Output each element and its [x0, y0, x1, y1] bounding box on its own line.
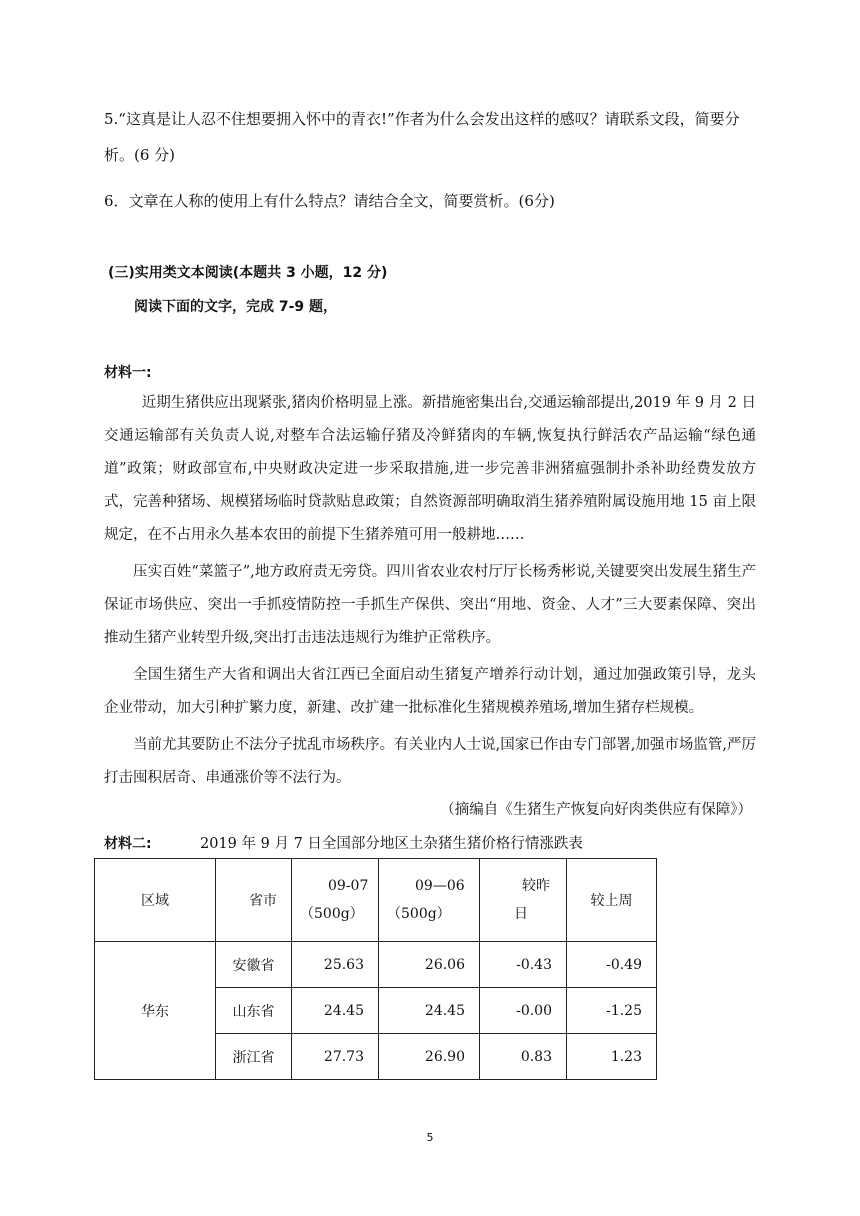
header-date-0906 — [379, 859, 480, 942]
material-1-paragraph-4: 当前尤其要防止不法分子扰乱市场秩序。有关业内人士说,国家已作由专门部署,加强市场监管,严厉打击囤积居奇、串通涨价等不法行为。 — [104, 737, 756, 786]
material-1-source: （摘编自《生猪生产恢复向好肉类供应有保障》） — [440, 802, 752, 818]
header-date-0907-label: 09-07 — [328, 878, 369, 894]
table-row — [95, 942, 657, 988]
header-vs-yesterday-line-1: 较昨 — [522, 878, 550, 894]
price-0906-cell: 24.45 — [379, 988, 480, 1034]
question-6: 6．文章在人称的使用上有什么特点？请结合全文，简要赏析。(6分) — [104, 192, 555, 210]
table-header-row — [95, 859, 657, 942]
header-date-0906-label: 09—06 — [415, 878, 465, 894]
material-2-table-title: 2019 年 9 月 7 日全国部分地区土杂猪生猪价格行情涨跌表 — [200, 836, 583, 852]
header-province: 省市 — [216, 859, 292, 942]
change-week-cell: -1.25 — [567, 988, 657, 1034]
change-day-cell: -0.43 — [480, 942, 567, 988]
header-vs-yesterday — [480, 859, 567, 942]
change-day-cell: 0.83 — [480, 1034, 567, 1080]
page-number: 5 — [426, 1131, 434, 1144]
price-table — [94, 858, 657, 1080]
change-week-cell: -0.49 — [567, 942, 657, 988]
material-1-paragraph-1: 近期生猪供应出现紧张,猪肉价格明显上涨。新措施密集出台,交通运输部提出,2019 年 9 月 2 日交通运输部有关负责人说,对整车合法运输仔猪及冷鲜猪肉的车辆,恢复执行鲜活农产品运输“绿色通道”政策；财政部宣布,中央财政决定进一步采取措施,进一步完善非洲猪瘟强制扑杀补助经费发放方式，完善种猪场、规模猪场临时贷款贴息政策；自然资源部明确取消生猪养殖附属设施用地 15 亩上限规定，在不占用永久基本农田的前提下生猪养殖可用一般耕地…… — [104, 395, 756, 543]
price-0907-cell: 25.63 — [292, 942, 379, 988]
province-cell: 安徽省 — [216, 942, 292, 988]
change-week-cell: 1.23 — [567, 1034, 657, 1080]
price-0907-cell: 27.73 — [292, 1034, 379, 1080]
header-date-0907 — [292, 859, 379, 942]
header-date-0906-unit: （500g） — [387, 906, 451, 922]
province-cell: 山东省 — [216, 988, 292, 1034]
section-instruction: 阅读下面的文字，完成 7-9 题， — [134, 299, 338, 315]
price-0906-cell: 26.90 — [379, 1034, 480, 1080]
price-0906-cell: 26.06 — [379, 942, 480, 988]
header-vs-last-week: 较上周 — [567, 859, 657, 942]
header-date-0907-unit: （500g） — [300, 906, 364, 922]
question-5-line-1: 5.“这真是让人忍不住想要拥入怀中的青衣!”作者为什么会发出这样的感叹？请联系文段，简要分 — [104, 110, 740, 128]
section-heading: (三)实用类文本阅读(本题共 3 小题，12 分) — [108, 265, 388, 281]
change-day-cell: -0.00 — [480, 988, 567, 1034]
price-0907-cell: 24.45 — [292, 988, 379, 1034]
header-vs-yesterday-line-2: 日 — [514, 906, 528, 922]
material-2-label: 材料二: — [104, 836, 152, 852]
province-cell: 浙江省 — [216, 1034, 292, 1080]
material-1-label: 材料一: — [104, 365, 152, 381]
material-1-paragraph-2: 压实百姓“菜篮子”,地方政府责无旁贷。四川省农业农村厅厅长杨秀彬说,关键要突出发展生猪生产保证市场供应、突出一手抓疫情防控一手抓生产保供、突出“用地、资金、人才”三大要素保障、突出推动生猪产业转型升级,突出打击违法违规行为维护正常秩序。 — [104, 564, 756, 646]
question-5-line-2: 析。(6 分) — [104, 146, 176, 164]
region-cell: 华东 — [95, 942, 216, 1080]
material-1-paragraph-3: 全国生猪生产大省和调出大省江西已全面启动生猪复产增养行动计划，通过加强政策引导，龙头企业带动，加大引种扩繁力度，新建、改扩建一批标准化生猪规模养殖场,增加生猪存栏规模。 — [104, 667, 756, 716]
header-region: 区域 — [95, 859, 216, 942]
